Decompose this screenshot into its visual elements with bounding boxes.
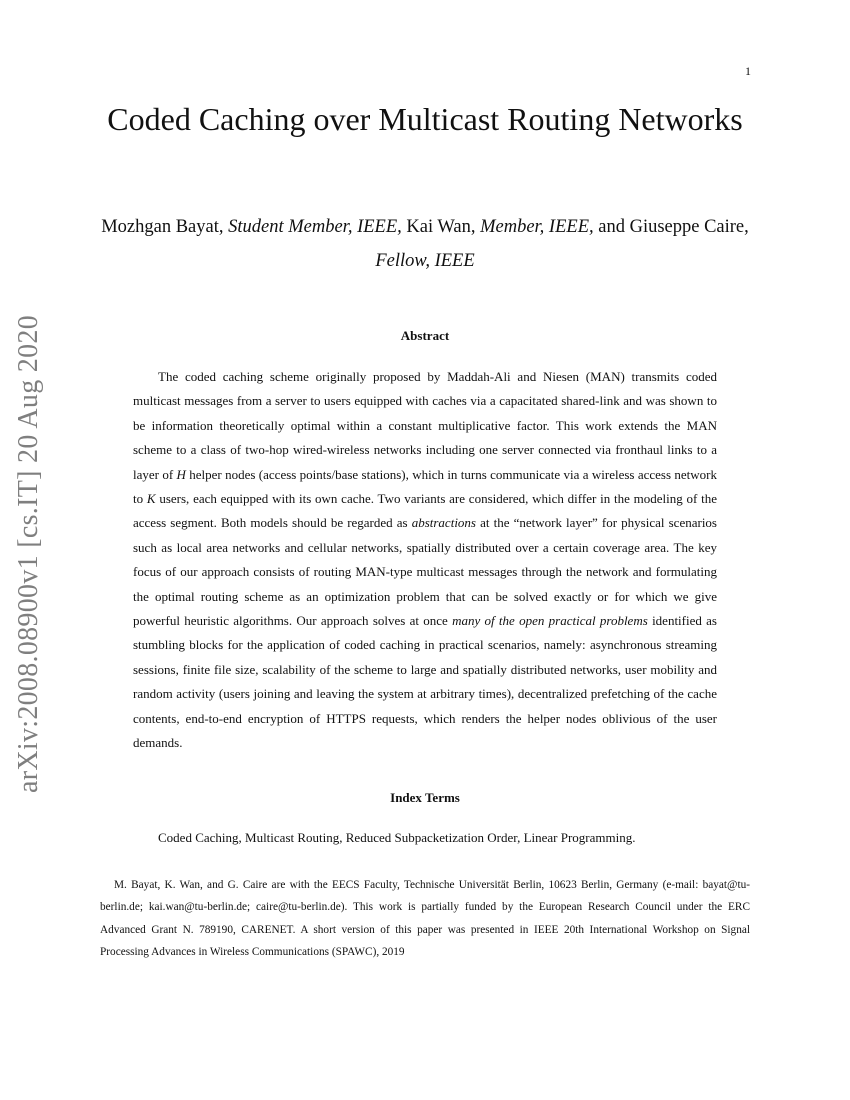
abstract-text: helper nodes (access points/base stations), which in turns communicate via a wireless access network to — [133, 466, 718, 507]
author-list — [100, 210, 750, 278]
abstract-text: at the “network layer” for physical scenarios such as local area networks and cellular networks, spatially distributed over a certain coverage area. The key focus of our approach consists of routing MAN-type multicast messages through the network and formulating the optimal routing scheme as an optimization problem that can be solved exactly or for which we give powerful heuristic algorithms. Our approach solves at once — [133, 515, 717, 629]
author-membership: Student Member, IEEE, — [228, 217, 402, 237]
abstract-text: identified as stumbling blocks for the application of coded caching in practical scenarios, namely: asynchronous streaming sessions, finite file size, scalability of the scheme to large and spatially distributed networks, user mobility and random activity (users joining and leaving the system at arbitrary times), decentralized prefetching of the cache contents, end-to-end encryption of HTTPS requests, which renders the helper nodes oblivious of the user demands. — [133, 613, 717, 751]
page-number: 1 — [745, 64, 751, 78]
abstract-text: The coded caching scheme originally proposed by Maddah-Ali and Niesen (MAN) transmits coded multicast messages from a server to users equipped with caches via a capacitated shared-link and was shown to be information theoretically optimal within a constant multiplicative factor. This work extends the MAN scheme to a class of two-hop wired-wireless networks including one server connected via fronthaul links to a layer of — [133, 369, 717, 482]
author-affiliation-footnote: M. Bayat, K. Wan, and G. Caire are with the EECS Faculty, Technische Universität Berlin, 10623 Berlin, Germany (e-mail: bayat@tu-berlin.de; kai.wan@tu-berlin.de; caire@tu-berlin.de). This work is partially funded by the European Research Council under the ERC Advanced Grant N. 789190, CARENET. A short version of this paper was presented in IEEE 20th International Workshop on Signal Processing Advances in Wireless Communications (SPAWC), 2019 — [100, 879, 750, 959]
index-terms-heading: Index Terms — [390, 790, 460, 805]
emphasis-text: many of the open practical problems — [452, 613, 648, 629]
index-terms-body: Coded Caching, Multicast Routing, Reduced Subpacketization Order, Linear Programming. — [158, 830, 636, 845]
math-variable: H — [176, 466, 186, 482]
author-name: Mozhgan Bayat, — [101, 217, 229, 237]
abstract-body — [133, 365, 717, 756]
author-name: and Giuseppe Caire, — [593, 217, 749, 237]
paper-title: Coded Caching over Multicast Routing Networks — [107, 101, 743, 137]
emphasis-text: abstractions — [411, 515, 476, 531]
author-membership: Member, IEEE, — [480, 217, 594, 237]
arxiv-stamp-text: arXiv:2008.08900v1 [cs.IT] 20 Aug 2020 — [13, 314, 45, 794]
math-variable: K — [146, 491, 156, 507]
arxiv-stamp — [4, 298, 54, 810]
abstract-heading: Abstract — [400, 328, 450, 343]
author-name: Kai Wan, — [401, 217, 481, 237]
abstract-text: users, each equipped with its own cache. Two variants are considered, which differ in the modeling of the access segment. Both models should be regarded as — [133, 491, 717, 531]
author-membership: Fellow, IEEE — [375, 251, 475, 271]
